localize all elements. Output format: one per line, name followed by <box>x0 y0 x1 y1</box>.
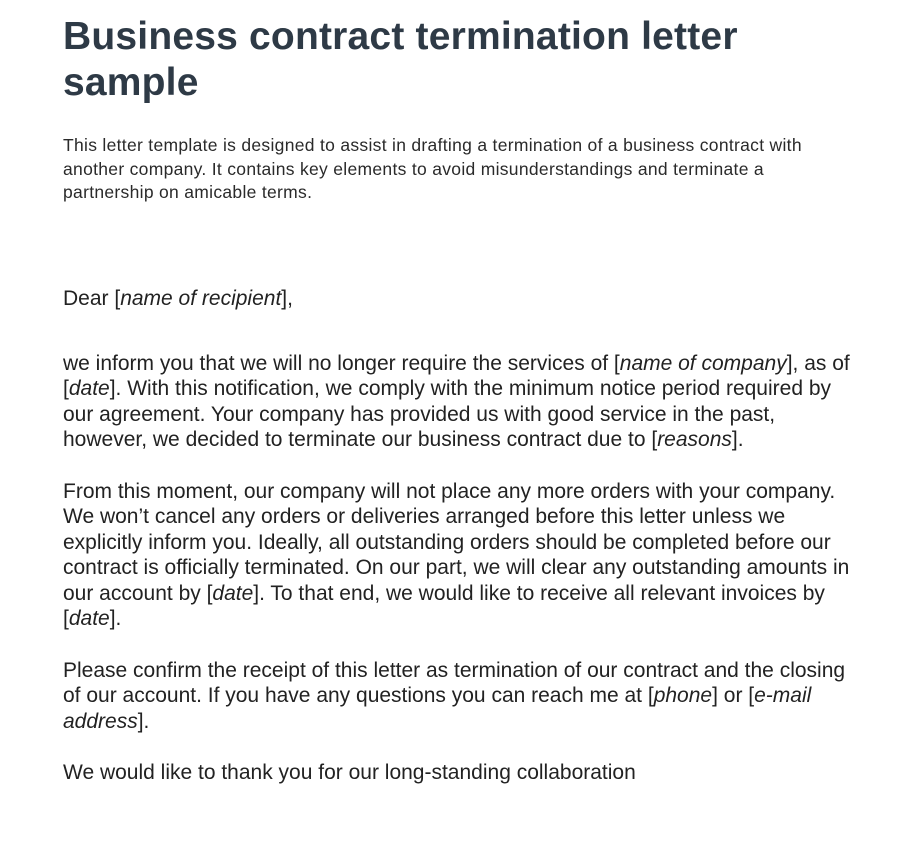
para1-text-3: ]. With this notification, we comply with the minimum notice period required by our agreement. Your company has provided us with good service in the past, however, we decided to terminate our business contract due to [ <box>63 377 832 451</box>
letter-body <box>63 286 863 812</box>
letter-greeting <box>63 286 863 312</box>
placeholder-reasons: reasons <box>657 428 732 451</box>
document-intro: This letter template is designed to assist in drafting a termination of a business contract with another company. It contains key elements to avoid misunderstandings and terminate a partnership on amicable terms. <box>63 135 802 202</box>
para2-text-3: ]. <box>109 607 122 630</box>
letter-paragraph-3 <box>63 658 863 735</box>
placeholder-date: date <box>68 377 110 400</box>
greeting-prefix: Dear [ <box>63 287 121 310</box>
para1-text-4: ]. <box>731 428 744 451</box>
letter-paragraph-1 <box>63 351 863 453</box>
greeting-suffix: ], <box>281 287 293 310</box>
para1-text-2: ], as of [ <box>63 351 850 400</box>
placeholder-date: date <box>68 607 110 630</box>
para2-text-1: From this moment, our company will not place any more orders with your company. We won’t cancel any orders or deliveries arranged before this letter unless we explicitly inform you. Ideally, all outstanding orders should be completed before our contract is officially terminated. On our part, we will clear any outstanding amounts in our account by [ <box>63 479 850 605</box>
placeholder-email: e-mail address <box>63 684 812 733</box>
document-page <box>63 0 863 784</box>
para3-text-1: Please confirm the receipt of this letter as termination of our contract and the closing of our account. If you have any questions you can reach me at [ <box>63 658 846 707</box>
placeholder-recipient: name of recipient <box>120 287 282 310</box>
para3-text-2: ] or [ <box>712 684 755 707</box>
para3-text-3: ]. <box>137 709 150 733</box>
letter-closing: We would like to thank you for our long-standing collaboration <box>63 761 636 784</box>
para2-text-2: ]. To that end, we would like to receive all relevant invoices by [ <box>63 581 825 630</box>
placeholder-company: name of company <box>619 351 787 375</box>
document-title: Business contract termination letter sample <box>63 15 738 104</box>
para1-text-1: we inform you that we will no longer require the services of [ <box>63 351 620 375</box>
placeholder-date: date <box>212 581 254 605</box>
letter-paragraph-2 <box>63 479 863 632</box>
placeholder-phone: phone <box>653 684 713 707</box>
